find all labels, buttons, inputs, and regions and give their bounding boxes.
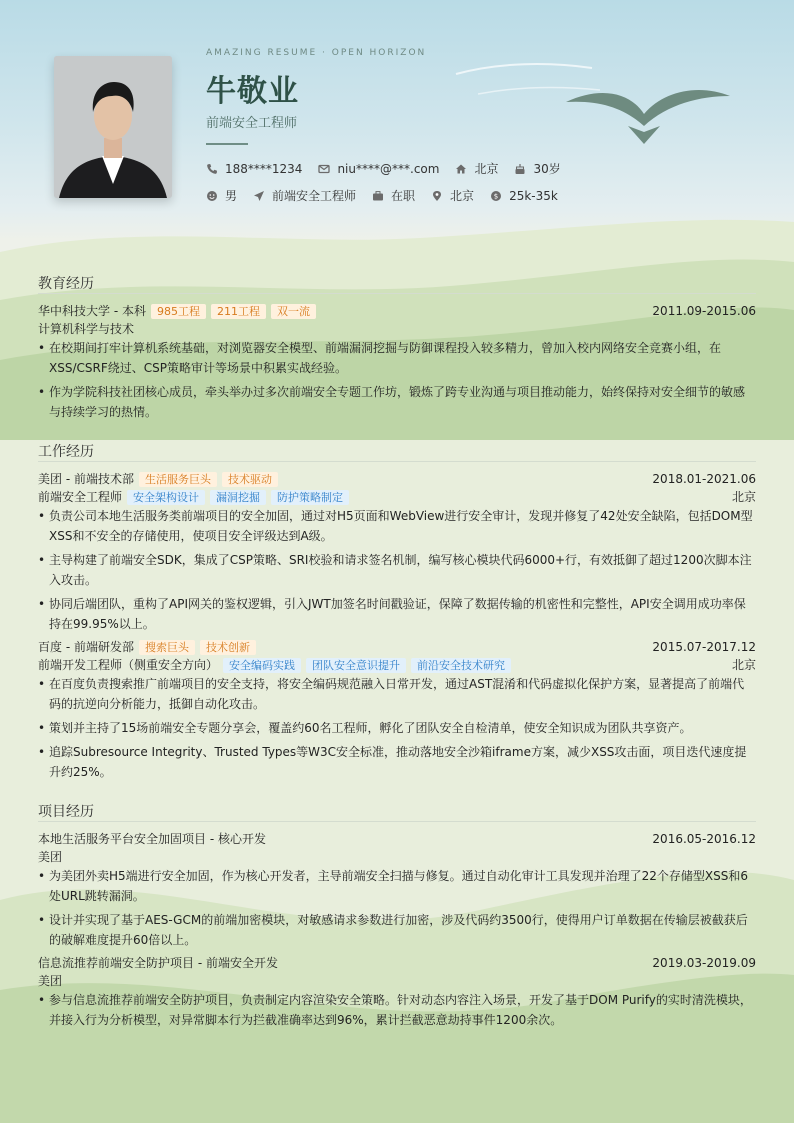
project-period: 2019.03-2019.09 xyxy=(652,956,756,970)
position-name: 前端开发工程师（侧重安全方向） xyxy=(38,658,219,672)
position-name: 前端安全工程师 xyxy=(38,490,123,504)
job-period: 2018.01-2021.06 xyxy=(652,472,756,486)
company-tag: 搜索巨头 xyxy=(139,640,195,655)
project-org: 美团 xyxy=(38,850,63,864)
email-info: niu****@***.com xyxy=(318,162,439,176)
position-tag: 团队安全意识提升 xyxy=(306,658,406,673)
project-name: 本地生活服务平台安全加固项目 - 核心开发 xyxy=(38,832,266,846)
company-name: 美团 - 前端技术部 xyxy=(38,472,134,486)
target-job-info: 前端安全工程师 xyxy=(253,187,356,204)
job-company-row xyxy=(38,639,756,655)
project-bullets xyxy=(38,866,756,954)
job-period: 2015.07-2017.12 xyxy=(652,640,756,654)
project-period: 2016.05-2016.12 xyxy=(652,832,756,846)
position-tag: 漏洞挖掘 xyxy=(210,490,266,505)
education-section-title: 教育经历 xyxy=(38,276,94,292)
education-school-row xyxy=(38,303,756,319)
contact-row-1 xyxy=(206,160,577,177)
education-period: 2011.09-2015.06 xyxy=(652,304,756,318)
projects-section-rule xyxy=(38,821,756,822)
list-item: • 设计并实现了基于AES-GCM的前端加密模块，对敏感请求参数进行加密，涉及代码约3500行，使得用户订单数据在传输层被截获后的破解难度提升60倍以上。 xyxy=(38,910,756,950)
company-tag: 技术驱动 xyxy=(222,472,278,487)
list-item: • 在校期间打牢计算机系统基础，对浏览器安全模型、前端漏洞挖掘与防御课程投入较多精力，曾加入校内网络安全竞赛小组，在XSS/CSRF绕过、CSP策略审计等场景中积累实战经验。 xyxy=(38,338,756,378)
home-icon xyxy=(455,163,467,175)
gender-info: 男 xyxy=(206,187,237,204)
resume-eyebrow: AMAZING RESUME · OPEN HORIZON xyxy=(206,48,427,58)
company-name: 百度 - 前端研发部 xyxy=(38,640,134,654)
candidate-role: 前端安全工程师 xyxy=(206,116,298,131)
list-item: • 在百度负责搜索推广前端项目的安全支持，将安全编码规范融入日常开发，通过AST混淆和代码虚拟化保护方案，显著提高了前端代码的抗逆向分析能力，抵御自动化攻击。 xyxy=(38,674,756,714)
list-item: • 为美团外卖H5端进行安全加固，作为核心开发者，主导前端安全扫描与修复。通过自动化审计工具发现并治理了22个存储型XSS和6处URL跳转漏洞。 xyxy=(38,866,756,906)
work-section-rule xyxy=(38,461,756,462)
list-item: • 策划并主持了15场前端安全专题分享会，覆盖约60名工程师，孵化了团队安全自检清单，使安全知识成为团队共享资产。 xyxy=(38,718,756,738)
project-org-row xyxy=(38,849,756,865)
candidate-name: 牛敬业 xyxy=(206,74,299,109)
send-icon xyxy=(253,190,265,202)
education-section-rule xyxy=(38,293,756,294)
major-name: 计算机科学与技术 xyxy=(38,322,135,336)
job-company-row xyxy=(38,471,756,487)
position-tag: 安全架构设计 xyxy=(127,490,205,505)
job-city: 北京 xyxy=(731,490,756,504)
job-city: 北京 xyxy=(731,658,756,672)
project-org: 美团 xyxy=(38,974,63,988)
job-position-row xyxy=(38,657,756,673)
phone-info: 188****1234 xyxy=(206,162,302,176)
job-position-row xyxy=(38,489,756,505)
target-city-info: 北京 xyxy=(431,187,474,204)
list-item: • 协同后端团队，重构了API网关的鉴权逻辑，引入JWT加签名时间戳验证，保障了数据传输的机密性和完整性，API安全调用成功率保持在99.95%以上。 xyxy=(38,594,756,634)
school-tag: 211工程 xyxy=(211,304,266,319)
mail-icon xyxy=(318,163,330,175)
location-icon xyxy=(431,190,443,202)
position-tag: 前沿安全技术研究 xyxy=(411,658,511,673)
list-item: • 参与信息流推荐前端安全防护项目，负责制定内容渲染安全策略。针对动态内容注入场景，开发了基于DOM Purify的实时清洗模块，并接入行为分析模型，对异常脚本行为拦截准确率达到96%，累计拦截恶意劫持事件1200余次。 xyxy=(38,990,756,1030)
age-info: 30岁 xyxy=(514,160,560,177)
position-tag: 防护策略制定 xyxy=(271,490,349,505)
school-name: 华中科技大学 - 本科 xyxy=(38,304,146,318)
project-bullets xyxy=(38,990,756,1034)
project-name-row xyxy=(38,955,756,971)
salary-info: $ 25k-35k xyxy=(490,189,558,203)
profile-photo xyxy=(54,56,172,198)
job-bullets xyxy=(38,674,756,786)
education-major-row xyxy=(38,321,756,337)
list-item: • 作为学院科技社团核心成员，牵头举办过多次前端安全专题工作坊，锻炼了跨专业沟通与项目推动能力，始终保持对安全细节的敏感与持续学习的热情。 xyxy=(38,382,756,422)
job-bullets xyxy=(38,506,756,638)
list-item: • 主导构建了前端安全SDK，集成了CSP策略、SRI校验和请求签名机制，编写核心模块代码6000+行，有效抵御了超过1200次脚本注入攻击。 xyxy=(38,550,756,590)
list-item: • 追踪Subresource Integrity、Trusted Types等W3C安全标准，推动落地安全沙箱iframe方案，减少XSS攻击面，项目迭代速度提升约25%。 xyxy=(38,742,756,782)
cake-icon xyxy=(514,163,526,175)
svg-text:$: $ xyxy=(493,192,499,201)
project-org-row xyxy=(38,973,756,989)
school-tag: 985工程 xyxy=(151,304,206,319)
header-divider xyxy=(206,143,248,145)
smile-icon xyxy=(206,190,218,202)
briefcase-icon xyxy=(372,190,384,202)
company-tag: 生活服务巨头 xyxy=(139,472,217,487)
list-item: • 负责公司本地生活服务类前端项目的安全加固，通过对H5页面和WebView进行安全审计，发现并修复了42处安全缺陷，包括DOM型XSS和不安全的存储使用，使项目安全评级达到A级。 xyxy=(38,506,756,546)
contact-row-2 xyxy=(206,187,574,204)
hometown-info: 北京 xyxy=(455,160,498,177)
money-icon xyxy=(490,190,502,202)
work-section-title: 工作经历 xyxy=(38,444,94,460)
phone-icon xyxy=(206,163,218,175)
school-tag: 双一流 xyxy=(271,304,316,319)
education-bullets xyxy=(38,338,756,426)
project-name: 信息流推荐前端安全防护项目 - 前端安全开发 xyxy=(38,956,278,970)
position-tag: 安全编码实践 xyxy=(223,658,301,673)
project-name-row xyxy=(38,831,756,847)
status-info: 在职 xyxy=(372,187,415,204)
company-tag: 技术创新 xyxy=(200,640,256,655)
projects-section-title: 项目经历 xyxy=(38,804,94,820)
